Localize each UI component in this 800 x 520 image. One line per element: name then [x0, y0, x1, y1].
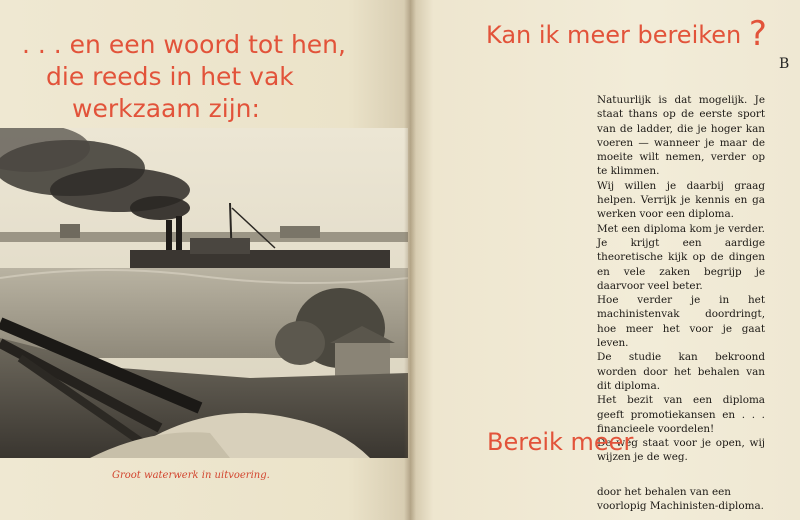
- title-question-mark: ?: [748, 14, 767, 54]
- paragraph-5: De studie kan bekroond worden door het behalen van dit diploma.: [597, 351, 765, 392]
- right-page-title: [486, 14, 767, 54]
- page-gutter: [404, 0, 416, 520]
- body-text: [597, 93, 765, 465]
- heading-line-1: . . . en een woord tot hen,: [22, 30, 346, 59]
- title-text: Kan ik meer bereiken: [486, 21, 742, 49]
- paragraph-2: Wij willen je daarbij graag helpen. Verrijk je kennis en ga werken voor een diploma.: [597, 179, 765, 221]
- paragraph-4: Hoe verder je in het machinistenvak doordringt, hoe meer het voor je gaat leven.: [597, 294, 765, 350]
- dredging-photo-graphic: [0, 128, 408, 458]
- paragraph-1: Natuurlijk is dat mogelijk. Je staat thans op de eerste sport van de ladder, die je hoger kan voeren — wanneer je maar de moeite wilt nemen, verder op te klimmen.: [597, 94, 765, 178]
- subheading: Bereik meer: [487, 428, 634, 456]
- footer-text: door het behalen van een voorlopig Machinisten-diploma.: [597, 486, 764, 513]
- section-letter: B: [779, 56, 790, 72]
- heading-line-3: werkzaam zijn:: [72, 94, 260, 123]
- paragraph-3: Met een diploma kom je verder. Je krijgt een aardige theoretische kijk op de dingen en vele zaken begrijp je daarvoor veel beter.: [597, 222, 765, 292]
- paragraph-7: De weg staat voor je open, wij wijzen je de weg.: [597, 437, 765, 464]
- heading-line-2: die reeds in het vak: [46, 62, 294, 91]
- dredging-photo: [0, 128, 408, 458]
- paragraph-6: Het bezit van een diploma geeft promotiekansen en . . . financieele voordelen!: [597, 394, 765, 435]
- photo-caption: Groot waterwerk in uitvoering.: [112, 470, 270, 481]
